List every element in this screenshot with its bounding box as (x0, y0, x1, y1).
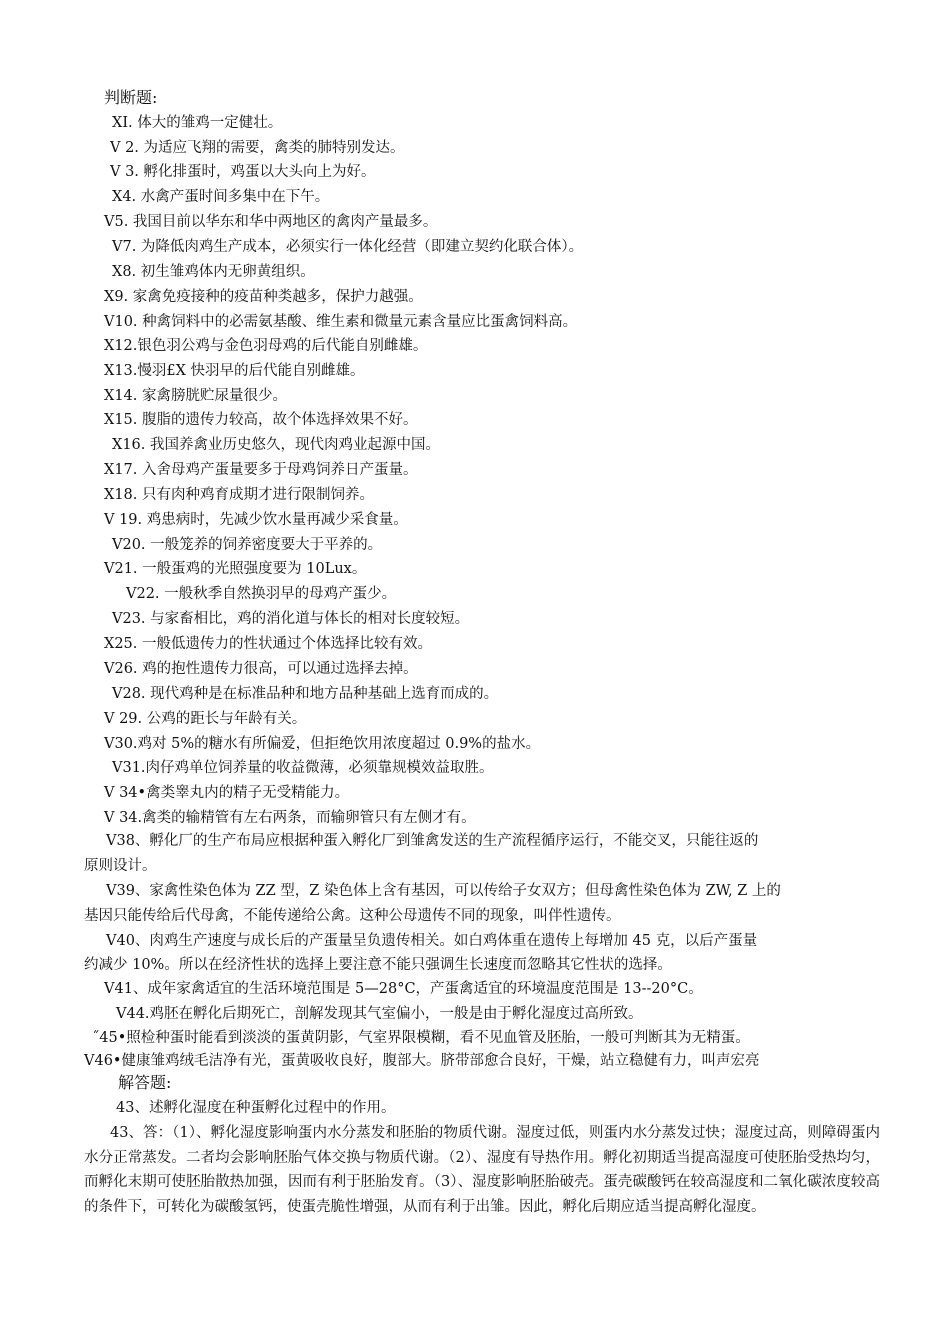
judgment-item: V30.鸡对 5%的糖水有所偏爱，但拒绝饮用浓度超过 0.9%的盐水。 (104, 736, 541, 752)
judgment-item: V10. 种禽饲料中的必需氨基酸、维生素和微量元素含量应比蛋禽饲料高。 (104, 314, 578, 330)
judgment-long-item-line: 原则设计。 (84, 858, 157, 874)
judgment-item: X16. 我国养禽业历史悠久，现代肉鸡业起源中国。 (112, 437, 440, 453)
judgment-item: X14. 家禽膀胱贮尿量很少。 (104, 388, 287, 404)
judgment-item: V23. 与家畜相比，鸡的消化道与体长的相对长度较短。 (112, 611, 470, 627)
judgment-item: X25. 一般低遗传力的性状通过个体选择比较有效。 (104, 636, 432, 652)
judgment-item: X17. 入舍母鸡产蛋量要多于母鸡饲养日产蛋量。 (104, 462, 418, 478)
judgment-item: V44.鸡胚在孵化后期死亡，剖解发现其气室偏小，一般是由于孵化湿度过高所致。 (116, 1006, 643, 1022)
judgment-item: X4. 水禽产蛋时间多集中在下午。 (112, 189, 330, 205)
judgment-item: V41、成年家禽适宜的生活环境范围是 5—28°C，产蛋禽适宜的环境温度范围是 13--20°C。 (104, 981, 703, 997)
judgment-item: V28. 现代鸡种是在标准品种和地方品种基础上选育而成的。 (112, 686, 499, 702)
judgment-item: V31.肉仔鸡单位饲养量的收益微薄，必须靠规模效益取胜。 (112, 760, 494, 776)
judgment-item: V5. 我国目前以华东和华中两地区的禽肉产量最多。 (104, 214, 438, 230)
judgment-item: X18. 只有肉种鸡育成期才进行限制饲养。 (104, 487, 374, 503)
judgment-long-item-line: 约减少 10%。所以在经济性状的选择上要注意不能只强调生长速度而忽略其它性状的选择。 (84, 957, 672, 973)
judgment-item: X13.慢羽£X 快羽早的后代能自别雌雄。 (104, 363, 365, 379)
answer-paragraph: 43、答：（1）、孵化湿度影响蛋内水分蒸发和胚胎的物质代谢。湿度过低，则蛋内水分蒸发过快；湿度过高，则障碍蛋内水分正常蒸发。二者均会影响胚胎气体交换与物质代谢。（2）、湿度有导热作用。孵化初期适当提高湿度可使胚胎受热均匀，而孵化末期可使胚胎散热加强，因而有利于胚胎发育。（3）、湿度影响胚胎破壳。蛋壳碳酸钙在较高湿度和二氧化碳浓度较高的条件下，可转化为碳酸氢钙，使蛋壳脆性增强，从而有利于出雏。因此，孵化后期应适当提高孵化湿度。 (84, 1125, 880, 1215)
judgment-item: V46•健康雏鸡绒毛洁净有光，蛋黄吸收良好，腹部大。脐带部愈合良好，干燥，站立稳健有力，叫声宏亮 (84, 1053, 760, 1069)
judgment-item: XI. 体大的雏鸡一定健壮。 (112, 115, 283, 131)
judgment-item: V7. 为降低肉鸡生产成本，必须实行一体化经营（即建立契约化联合体）。 (112, 239, 584, 255)
judgment-item: V20. 一般笼养的饲养密度要大于平养的。 (112, 537, 383, 553)
judgment-item: V 3. 孵化排蛋时，鸡蛋以大头向上为好。 (110, 164, 376, 180)
judgment-item: X9. 家禽免疫接种的疫苗种类越多，保护力越强。 (104, 289, 423, 305)
judgment-item: V 19. 鸡患病时，先减少饮水量再减少采食量。 (104, 512, 408, 528)
judgment-heading: 判断题: (104, 88, 158, 107)
judgment-item: X12.银色羽公鸡与金色羽母鸡的后代能自别雌雄。 (104, 338, 428, 354)
judgment-item: V26. 鸡的抱性遗传力很高，可以通过选择去掉。 (104, 661, 418, 677)
judgment-long-item-line: V40、肉鸡生产速度与成长后的产蛋量呈负遗传相关。如白鸡体重在遗传上每增加 45 克，以后产蛋量 (106, 933, 758, 949)
judgment-item: X15. 腹脂的遗传力较高，故个体选择效果不好。 (104, 412, 418, 428)
judgment-long-item-line: V39、家禽性染色体为 ZZ 型，Z 染色体上含有基因，可以传给子女双方；但母禽性染色体为 ZW, Z 上的 (106, 883, 781, 899)
answer-heading: 解答题: (118, 1073, 172, 1092)
judgment-item: V 34•禽类睾丸内的精子无受精能力。 (104, 785, 350, 801)
judgment-long-item-line: V38、孵化厂的生产布局应根据种蛋入孵化厂到雏禽发送的生产流程循序运行，不能交叉，只能往返的 (106, 833, 759, 849)
judgment-long-item-line: 基因只能传给后代母禽，不能传递给公禽。这种公母遗传不同的现象，叫伴性遗传。 (84, 908, 621, 924)
judgment-item: V 34.禽类的输精管有左右两条，而输卵管只有左侧才有。 (104, 810, 476, 826)
judgment-item: V21. 一般蛋鸡的光照强度要为 10Lux。 (104, 561, 367, 577)
judgment-item: ˝45•照检种蛋时能看到淡淡的蛋黄阴影，气室界限模糊，看不见血管及胚胎，一般可判断其为无精蛋。 (92, 1030, 750, 1046)
judgment-item: X8. 初生雏鸡体内无卵黄组织。 (112, 264, 315, 280)
judgment-item: V22. 一般秋季自然换羽早的母鸡产蛋少。 (126, 586, 397, 602)
judgment-item: V 2. 为适应飞翔的需要，禽类的肺特别发达。 (110, 140, 405, 156)
answer-question: 43、述孵化湿度在种蛋孵化过程中的作用。 (116, 1100, 396, 1116)
judgment-item: V 29. 公鸡的距长与年龄有关。 (104, 711, 307, 727)
